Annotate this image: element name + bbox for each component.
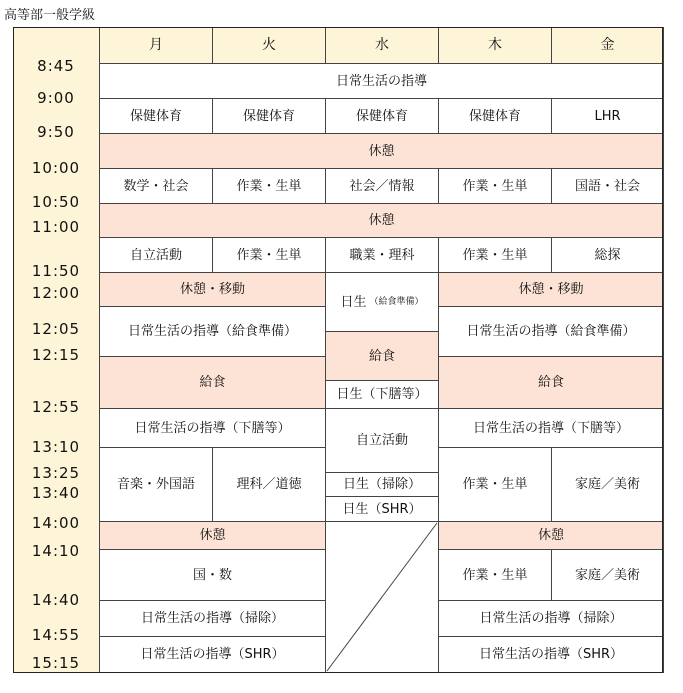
time-label: 14:00 — [31, 514, 81, 532]
day-header-thu: 木 — [438, 27, 552, 64]
period3-thu: 作業・生単 — [438, 237, 552, 273]
time-label: 12:55 — [31, 398, 81, 416]
shr-guidance-thufri: 日常生活の指導（SHR） — [438, 636, 664, 673]
period1-mon: 保健体育 — [99, 98, 213, 134]
wed-lunch-prep-note: （給食準備） — [369, 296, 424, 307]
time-label: 11:00 — [31, 218, 81, 236]
period5-thu: 作業・生単 — [438, 447, 552, 522]
period2-tue: 作業・生単 — [212, 168, 326, 204]
cleanup-guidance-thufri: 日常生活の指導（下膳等） — [438, 408, 664, 448]
period6-thu: 作業・生単 — [438, 549, 552, 601]
break-move-thufri: 休憩・移動 — [438, 272, 664, 307]
period3-wed: 職業・理科 — [325, 237, 439, 273]
time-label: 11:50 — [31, 262, 81, 280]
lunch-prep-guidance-montue: 日常生活の指導（給食準備） — [99, 306, 326, 357]
page-caption: 高等部一般学級 — [4, 8, 96, 23]
time-label: 10:50 — [31, 193, 81, 211]
time-label: 9:50 — [37, 123, 75, 141]
period5-mon: 音楽・外国語 — [99, 447, 213, 522]
day-header-tue: 火 — [212, 27, 326, 64]
period1-fri: LHR — [551, 98, 664, 134]
cleanup-guidance-montue: 日常生活の指導（下膳等） — [99, 408, 326, 448]
time-label: 13:25 — [31, 464, 81, 482]
morning-guidance-cell: 日常生活の指導 — [99, 63, 664, 99]
time-label: 12:00 — [31, 284, 81, 302]
period1-thu: 保健体育 — [438, 98, 552, 134]
period1-tue: 保健体育 — [212, 98, 326, 134]
time-label: 10:00 — [31, 159, 81, 177]
period2-fri: 国語・社会 — [551, 168, 664, 204]
cleaning-guidance-thufri: 日常生活の指導（掃除） — [438, 600, 664, 637]
period2-thu: 作業・生単 — [438, 168, 552, 204]
break-row-3-thufri: 休憩 — [438, 521, 664, 550]
time-label: 8:45 — [37, 57, 75, 75]
time-label: 13:10 — [31, 438, 81, 456]
period6-montue: 国・数 — [99, 549, 326, 601]
lunch-montue: 給食 — [99, 356, 326, 409]
cleaning-guidance-montue: 日常生活の指導（掃除） — [99, 600, 326, 637]
period5-tue: 理科／道徳 — [212, 447, 326, 522]
shr-guidance-montue: 日常生活の指導（SHR） — [99, 636, 326, 673]
time-label: 13:40 — [31, 484, 81, 502]
period2-mon: 数学・社会 — [99, 168, 213, 204]
day-header-wed: 水 — [325, 27, 439, 64]
period1-wed: 保健体育 — [325, 98, 439, 134]
diagonal-slash — [325, 521, 439, 673]
wed-shr-cell: 日生（SHR） — [325, 496, 439, 522]
day-header-fri: 金 — [551, 27, 664, 64]
time-label: 12:15 — [31, 346, 81, 364]
break-row-1: 休憩 — [99, 133, 664, 169]
break-row-2: 休憩 — [99, 203, 664, 238]
time-label: 14:10 — [31, 542, 81, 560]
period3-mon: 自立活動 — [99, 237, 213, 273]
period6-fri: 家庭／美術 — [551, 549, 664, 601]
lunch-wed: 給食 — [325, 331, 439, 381]
time-label: 12:05 — [31, 320, 81, 338]
period5-fri: 家庭／美術 — [551, 447, 664, 522]
period3-tue: 作業・生単 — [212, 237, 326, 273]
time-label: 15:15 — [31, 654, 81, 672]
wed-jiritsu-cell: 自立活動 — [325, 408, 439, 473]
wed-lunch-prep-main: 日生 — [340, 294, 367, 310]
period2-wed: 社会／情報 — [325, 168, 439, 204]
time-label: 14:55 — [31, 626, 81, 644]
period3-fri: 総探 — [551, 237, 664, 273]
lunch-thufri: 給食 — [438, 356, 664, 409]
break-row-3-montue: 休憩 — [99, 521, 326, 550]
wed-lunch-prep-cell — [325, 272, 439, 332]
time-label: 9:00 — [37, 89, 75, 107]
wed-cleanup-cell: 日生（下膳等） — [325, 380, 439, 409]
wed-cleaning-cell: 日生（掃除） — [325, 472, 439, 497]
day-header-mon: 月 — [99, 27, 213, 64]
lunch-prep-guidance-thufri: 日常生活の指導（給食準備） — [438, 306, 664, 357]
break-move-montue: 休憩・移動 — [99, 272, 326, 307]
time-label: 14:40 — [31, 591, 81, 609]
